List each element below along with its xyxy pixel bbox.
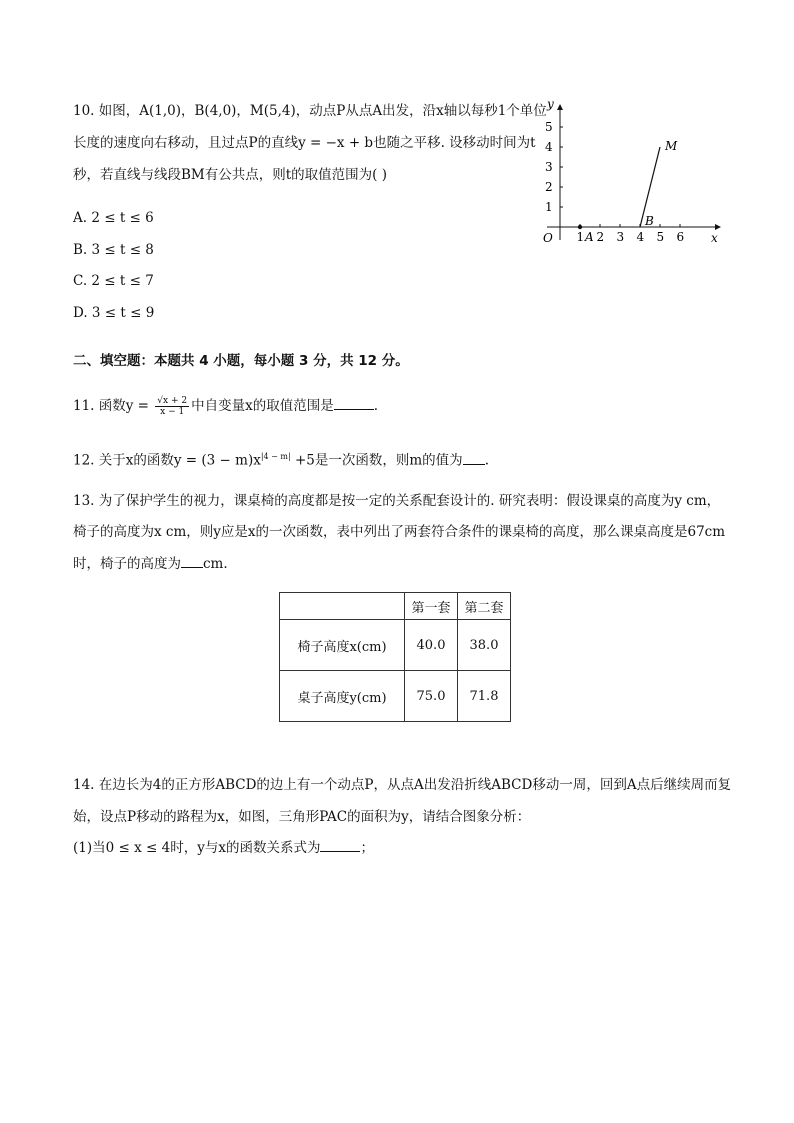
q13-line-1: 13. 为了保护学生的视力，课桌椅的高度都是按一定的关系配套设计的. 研究表明：假设课桌的高度为y cm， — [73, 493, 721, 509]
q14-line-3 — [73, 839, 374, 857]
table-header-row — [280, 593, 511, 620]
q12-end: . — [484, 452, 489, 469]
y-tick-label: 1 — [545, 200, 553, 214]
q14-answer-blank[interactable] — [320, 839, 360, 852]
point-a-dot — [578, 225, 582, 229]
q13-line-2: 椅子的高度为x cm，则y应是x的一次函数，表中列出了两套符合条件的课桌椅的高度，那么课桌高度是67cm — [73, 524, 726, 540]
table-row-label: 椅子高度x(cm) — [280, 620, 405, 671]
q11-end: . — [373, 398, 379, 414]
q12-prefix: 12. 关于x的函数y = (3 − m)x — [73, 452, 261, 469]
q12-answer-blank[interactable] — [463, 452, 485, 465]
x-axis-label: x — [711, 231, 718, 245]
table-header-empty — [280, 593, 405, 620]
point-b-label: B — [645, 214, 654, 228]
height-table — [279, 592, 511, 722]
y-tick-label: 2 — [545, 180, 553, 194]
q13-answer-blank[interactable] — [181, 555, 203, 568]
table-header-set-1: 第一套 — [405, 593, 458, 620]
origin-label: O — [543, 231, 553, 245]
table-cell: 40.0 — [405, 620, 458, 671]
x-axis-arrow — [715, 224, 721, 230]
q12-exponent: |4 − m| — [260, 452, 291, 461]
q10-option-d: D. 3 ≤ t ≤ 9 — [73, 305, 155, 321]
table-row-label: 桌子高度y(cm) — [280, 671, 405, 722]
q13-line-3-prefix: 时，椅子的高度为 — [73, 556, 181, 572]
q11-suffix: 中自变量x的取值范围是 — [191, 398, 334, 414]
x-tick-label: 3 — [616, 230, 625, 244]
y-tick-label: 4 — [545, 140, 553, 154]
x-tick-label: 1 — [576, 230, 585, 244]
section-heading: 二、填空题：本题共 4 小题，每小题 3 分，共 12 分。 — [73, 353, 409, 369]
q10-option-b: B. 3 ≤ t ≤ 8 — [73, 242, 154, 258]
x-tick-label: 2 — [596, 230, 605, 244]
q14-line-3-prefix: (1)当0 ≤ x ≤ 4时，y与x的函数关系式为 — [73, 840, 321, 856]
q13-line-3-suffix: cm. — [203, 556, 228, 572]
q12-line — [73, 448, 489, 470]
q11-fraction-numerator: √x + 2 — [157, 396, 188, 406]
y-axis-arrow — [557, 104, 563, 110]
y-axis-label: y — [547, 98, 554, 111]
point-m-label: M — [665, 139, 678, 153]
x-tick-label: 4 — [636, 230, 645, 244]
q12-suffix: +5是一次函数，则m的值为 — [290, 452, 463, 469]
q11-prefix: 11. 函数y = — [73, 398, 154, 414]
table-cell: 75.0 — [405, 671, 458, 722]
q10-option-c: C. 2 ≤ t ≤ 7 — [73, 273, 154, 289]
q14-line-3-suffix: ； — [360, 840, 374, 856]
q10-option-a: A. 2 ≤ t ≤ 6 — [73, 210, 154, 226]
table-header-set-2: 第二套 — [458, 593, 511, 620]
q14-line-2: 始，设点P移动的路程为x，如图，三角形PAC的面积为y，请结合图象分析： — [73, 809, 531, 825]
x-tick-label: 6 — [676, 230, 685, 244]
table-cell: 38.0 — [458, 620, 511, 671]
table-row — [280, 671, 511, 722]
table-cell: 71.8 — [458, 671, 511, 722]
y-tick-label: 5 — [545, 120, 553, 134]
table-row — [280, 620, 511, 671]
x-tick-label: 5 — [656, 230, 665, 244]
q10-line-1: 10. 如图，A(1,0)，B(4,0)，M(5,4)，动点P从点A出发，沿x轴以每秒1个单位 — [73, 103, 547, 119]
q11-fraction — [155, 396, 189, 417]
q14-line-1: 14. 在边长为4的正方形ABCD的边上有一个动点P，从点A出发沿折线ABCD移动一周，回到A点后继续周而复 — [73, 777, 732, 793]
q11-answer-blank[interactable] — [334, 397, 374, 410]
coordinate-graph — [537, 98, 727, 248]
q10-line-3: 秒，若直线与线段BM有公共点，则t的取值范围为( ) — [73, 167, 387, 183]
q10-line-2: 长度的速度向右移动，且过点P的直线y = −x + b也随之平移. 设移动时间为t — [73, 135, 536, 151]
q13-line-3 — [73, 555, 228, 573]
q11-line — [73, 394, 378, 418]
y-tick-label: 3 — [545, 160, 553, 174]
q11-fraction-denominator: x − 1 — [160, 407, 185, 417]
point-a-label: A — [585, 230, 594, 244]
